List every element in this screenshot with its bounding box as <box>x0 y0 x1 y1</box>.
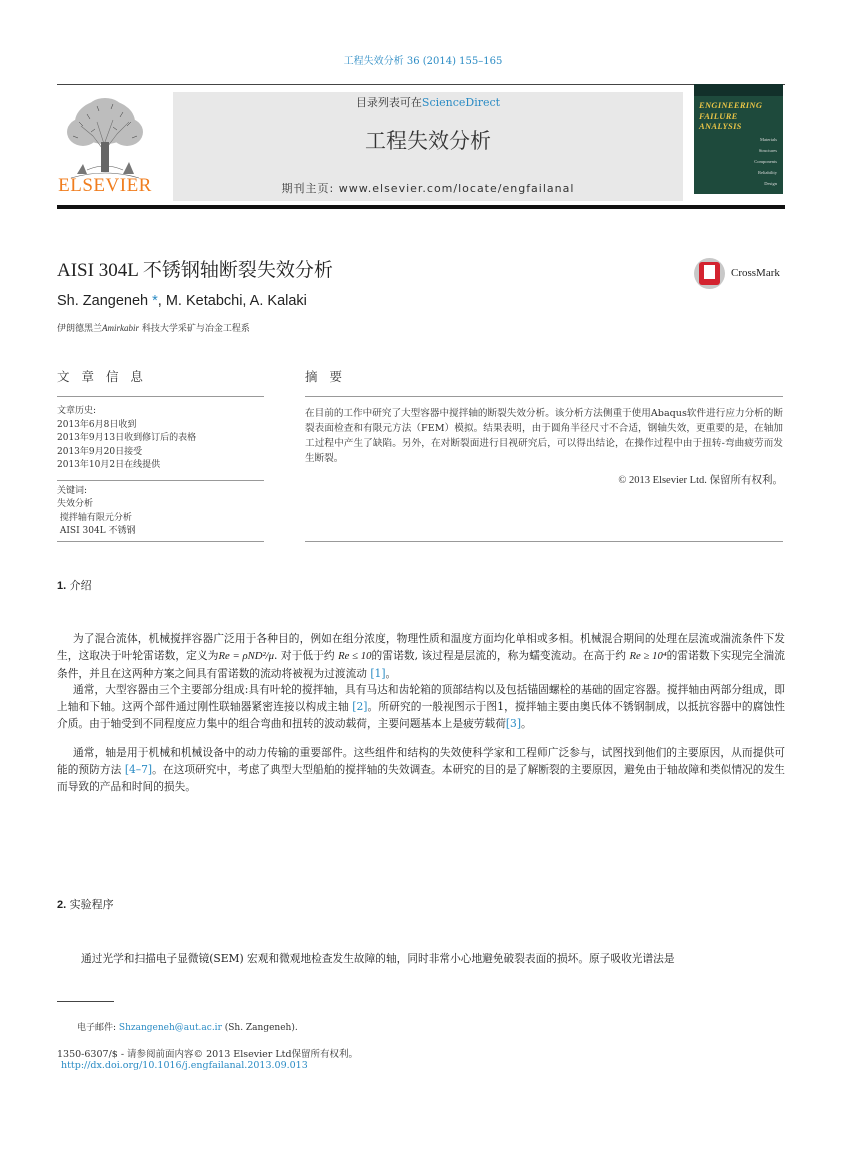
email-owner: (Sh. Zangeneh). <box>221 1023 298 1033</box>
section-number: 2. <box>57 899 67 911</box>
section-title: 介绍 <box>66 579 92 592</box>
affiliation-prefix: 伊朗德黑兰 <box>57 324 103 334</box>
crossmark-button[interactable] <box>694 258 784 290</box>
text-run: 通常，轴是用于机械和机械设备中的动力传输的重要部件。这些组件和结构的失效使科学家和工程师广泛参与，试图找到他们的主要原因，从而提供可能的预防方法 <box>57 746 785 776</box>
text-run: 为了混合流体，机械搅拌容器广泛用于各种目的，例如在组分浓度，物理性质和温度方面均化单相或多相。机械混合期间的处理在层流或湍流条件下发生，这取决于叶轮雷诺数，定义为 <box>57 632 785 662</box>
article-info-rule <box>57 396 264 397</box>
email-link[interactable]: Shzangeneh@aut.ac.ir <box>118 1023 222 1033</box>
text-run: 通常，大型容器由三个主要部分组成:具有叶轮的搅拌轴，具有马达和齿轮箱的顶部结构以及包括锚固螺栓的基础的固定容器。搅拌轴由两部分组成，即上轴和下轴。这两个部件通过刚性联轴器紧密连接以构成主轴 <box>57 683 785 713</box>
history-item: 2013年6月8日收到 <box>57 419 137 430</box>
homepage-link[interactable]: www.elsevier.com/locate/engfailanal <box>338 182 575 195</box>
abstract-bottom-rule <box>305 541 783 542</box>
footnote-rule <box>57 1001 114 1002</box>
cover-title-line: FAILURE <box>699 110 738 121</box>
history-item: 2013年10月2日在线提供 <box>57 460 161 470</box>
text-run: 的雷诺数, 该过程是层流的，称为蠕变流动。在高于约 <box>371 649 630 662</box>
sciencedirect-link[interactable]: ScienceDirect <box>421 96 501 109</box>
text-run: 。 <box>521 717 532 730</box>
history-item: 2013年9月20日接受 <box>57 446 143 457</box>
journal-reference[interactable]: 工程失效分析 36 (2014) 155–165 <box>343 56 503 67</box>
cover-top-strip <box>694 84 783 96</box>
history-rule <box>57 480 264 481</box>
section-1-paragraph-3 <box>57 744 785 795</box>
section-1-paragraph-1 <box>57 630 785 682</box>
text-run: 。所研究的一般视图示于图1，搅拌轴主要由奥氏体不锈钢制成，以抵抗容器中的腐蚀性介质。由于轴受到不同程度应力集中的组合弯曲和扭转的波动载荷，主要问题基本上是疲劳载荷 <box>57 700 785 730</box>
reynolds-turbulent-limit: Re ≥ 10⁴ <box>629 650 667 662</box>
citation-link[interactable]: [3] <box>505 717 522 730</box>
email-label: 电子邮件: <box>77 1023 119 1033</box>
cover-title-line: ANALYSIS <box>699 121 742 131</box>
citation-link[interactable]: [2] <box>352 700 368 713</box>
section-title: 实验程序 <box>66 898 114 911</box>
reynolds-formula: Re = ρND²/μ <box>218 650 274 662</box>
text-run: 。在这项研究中，考虑了典型大型船舶的搅拌轴的失效调查。本研究的目的是了解断裂的主要原因，避免由于轴故障和类似情况的发生而导致的产品和时间的损失。 <box>57 763 785 793</box>
author-names-rest: , M. Ketabchi, A. Kalaki <box>157 293 307 309</box>
section-number: 1. <box>57 580 67 592</box>
affiliation <box>57 321 250 334</box>
text-run: 的雷诺数下实现完全湍流条件，并且在这两种方案之间具有雷诺数的流动将被视为过渡流动 <box>57 649 785 680</box>
section-1-heading <box>57 577 92 593</box>
keywords <box>57 485 136 538</box>
article-title: AISI 304L 不锈钢轴断裂失效分析 <box>57 260 333 281</box>
cover-title <box>699 100 783 132</box>
history-item: 2013年9月13日收到修订后的表格 <box>57 433 197 443</box>
cover-topic: Structures <box>758 148 777 153</box>
journal-cover-image[interactable] <box>694 84 783 194</box>
keywords-label: 关键词: <box>57 486 88 496</box>
cover-topic: Reliability <box>758 170 777 175</box>
header-bottom-rule <box>57 205 785 209</box>
crossmark-icon <box>694 258 725 289</box>
cover-topic: Materials <box>760 137 777 142</box>
cover-topic: Design <box>764 181 777 186</box>
text-run: 。 <box>385 667 397 680</box>
article-history <box>57 405 196 473</box>
reynolds-laminar-limit: Re ≤ 10 <box>338 650 372 662</box>
keyword-item: 失效分析 <box>57 499 94 510</box>
keyword-item: 搅拌轴有限元分析 <box>57 512 132 523</box>
affiliation-suffix: 科技大学采矿与冶金工程系 <box>139 324 250 334</box>
article-info-bottom-rule <box>57 541 264 542</box>
abstract-rule <box>305 396 783 397</box>
abstract-heading: 摘 要 <box>305 369 346 384</box>
abstract-text: 在目前的工作中研究了大型容器中搅拌轴的断裂失效分析。该分析方法侧重于使用Abaqus软件进行应力分析的断裂表面检查和有限元方法（FEM）模拟。结果表明，由于圆角半径尺寸不合适，钢轴失效，更重要的是，在轴加工过程中产生了缺陷。另外，在对断裂面进行目视研究后，可以得出结论，在操作过程中由于扭转-弯曲疲劳而发生断裂。 <box>305 408 783 464</box>
citation-link[interactable]: [4–7] <box>124 763 153 776</box>
author-names-first: Sh. Zangeneh <box>57 293 153 309</box>
issn-copyright: 1350-6307/$ - 请参阅前面内容© 2013 Elsevier Ltd保留所有权利。 <box>57 1049 359 1060</box>
contents-list-line <box>173 94 683 110</box>
cover-topics <box>754 134 777 189</box>
author-list <box>57 293 307 309</box>
top-divider <box>57 84 785 85</box>
doi-link[interactable]: http://dx.doi.org/10.1016/j.engfailanal.2013.09.013 <box>61 1060 308 1071</box>
homepage-prefix: 期刊主页: <box>281 182 335 195</box>
keyword-item: AISI 304L 不锈钢 <box>57 525 136 536</box>
section-2-heading <box>57 896 114 912</box>
journal-title: 工程失效分析 <box>365 129 491 153</box>
citation-link[interactable]: [1] <box>370 667 386 680</box>
section-2-paragraph-1: 通过光学和扫描电子显微镜(SEM) 宏观和微观地检查发生故障的轴，同时非常小心地避免破裂表面的损坏。原子吸收光谱法是 <box>81 952 675 965</box>
affiliation-institution: Amirkabir <box>102 323 140 333</box>
corresponding-author-marker[interactable]: * <box>152 293 158 309</box>
elsevier-wordmark: ELSEVIER <box>58 175 152 196</box>
contents-prefix: 目录列表可在 <box>355 96 422 109</box>
crossmark-bookmark-icon <box>704 265 715 279</box>
text-run: . 对于低于约 <box>273 649 339 662</box>
journal-homepage-line <box>173 180 683 196</box>
section-1-paragraph-2 <box>57 681 785 732</box>
cover-title-line: ENGINEERING <box>699 100 763 110</box>
crossmark-label: CrossMark <box>731 267 780 279</box>
corresponding-author-footnote <box>77 1020 298 1033</box>
article-info-heading: 文 章 信 息 <box>57 369 147 384</box>
copyright-notice: © 2013 Elsevier Ltd. 保留所有权利。 <box>618 475 783 486</box>
history-label: 文章历史: <box>57 406 97 416</box>
cover-topic: Components <box>754 159 777 164</box>
